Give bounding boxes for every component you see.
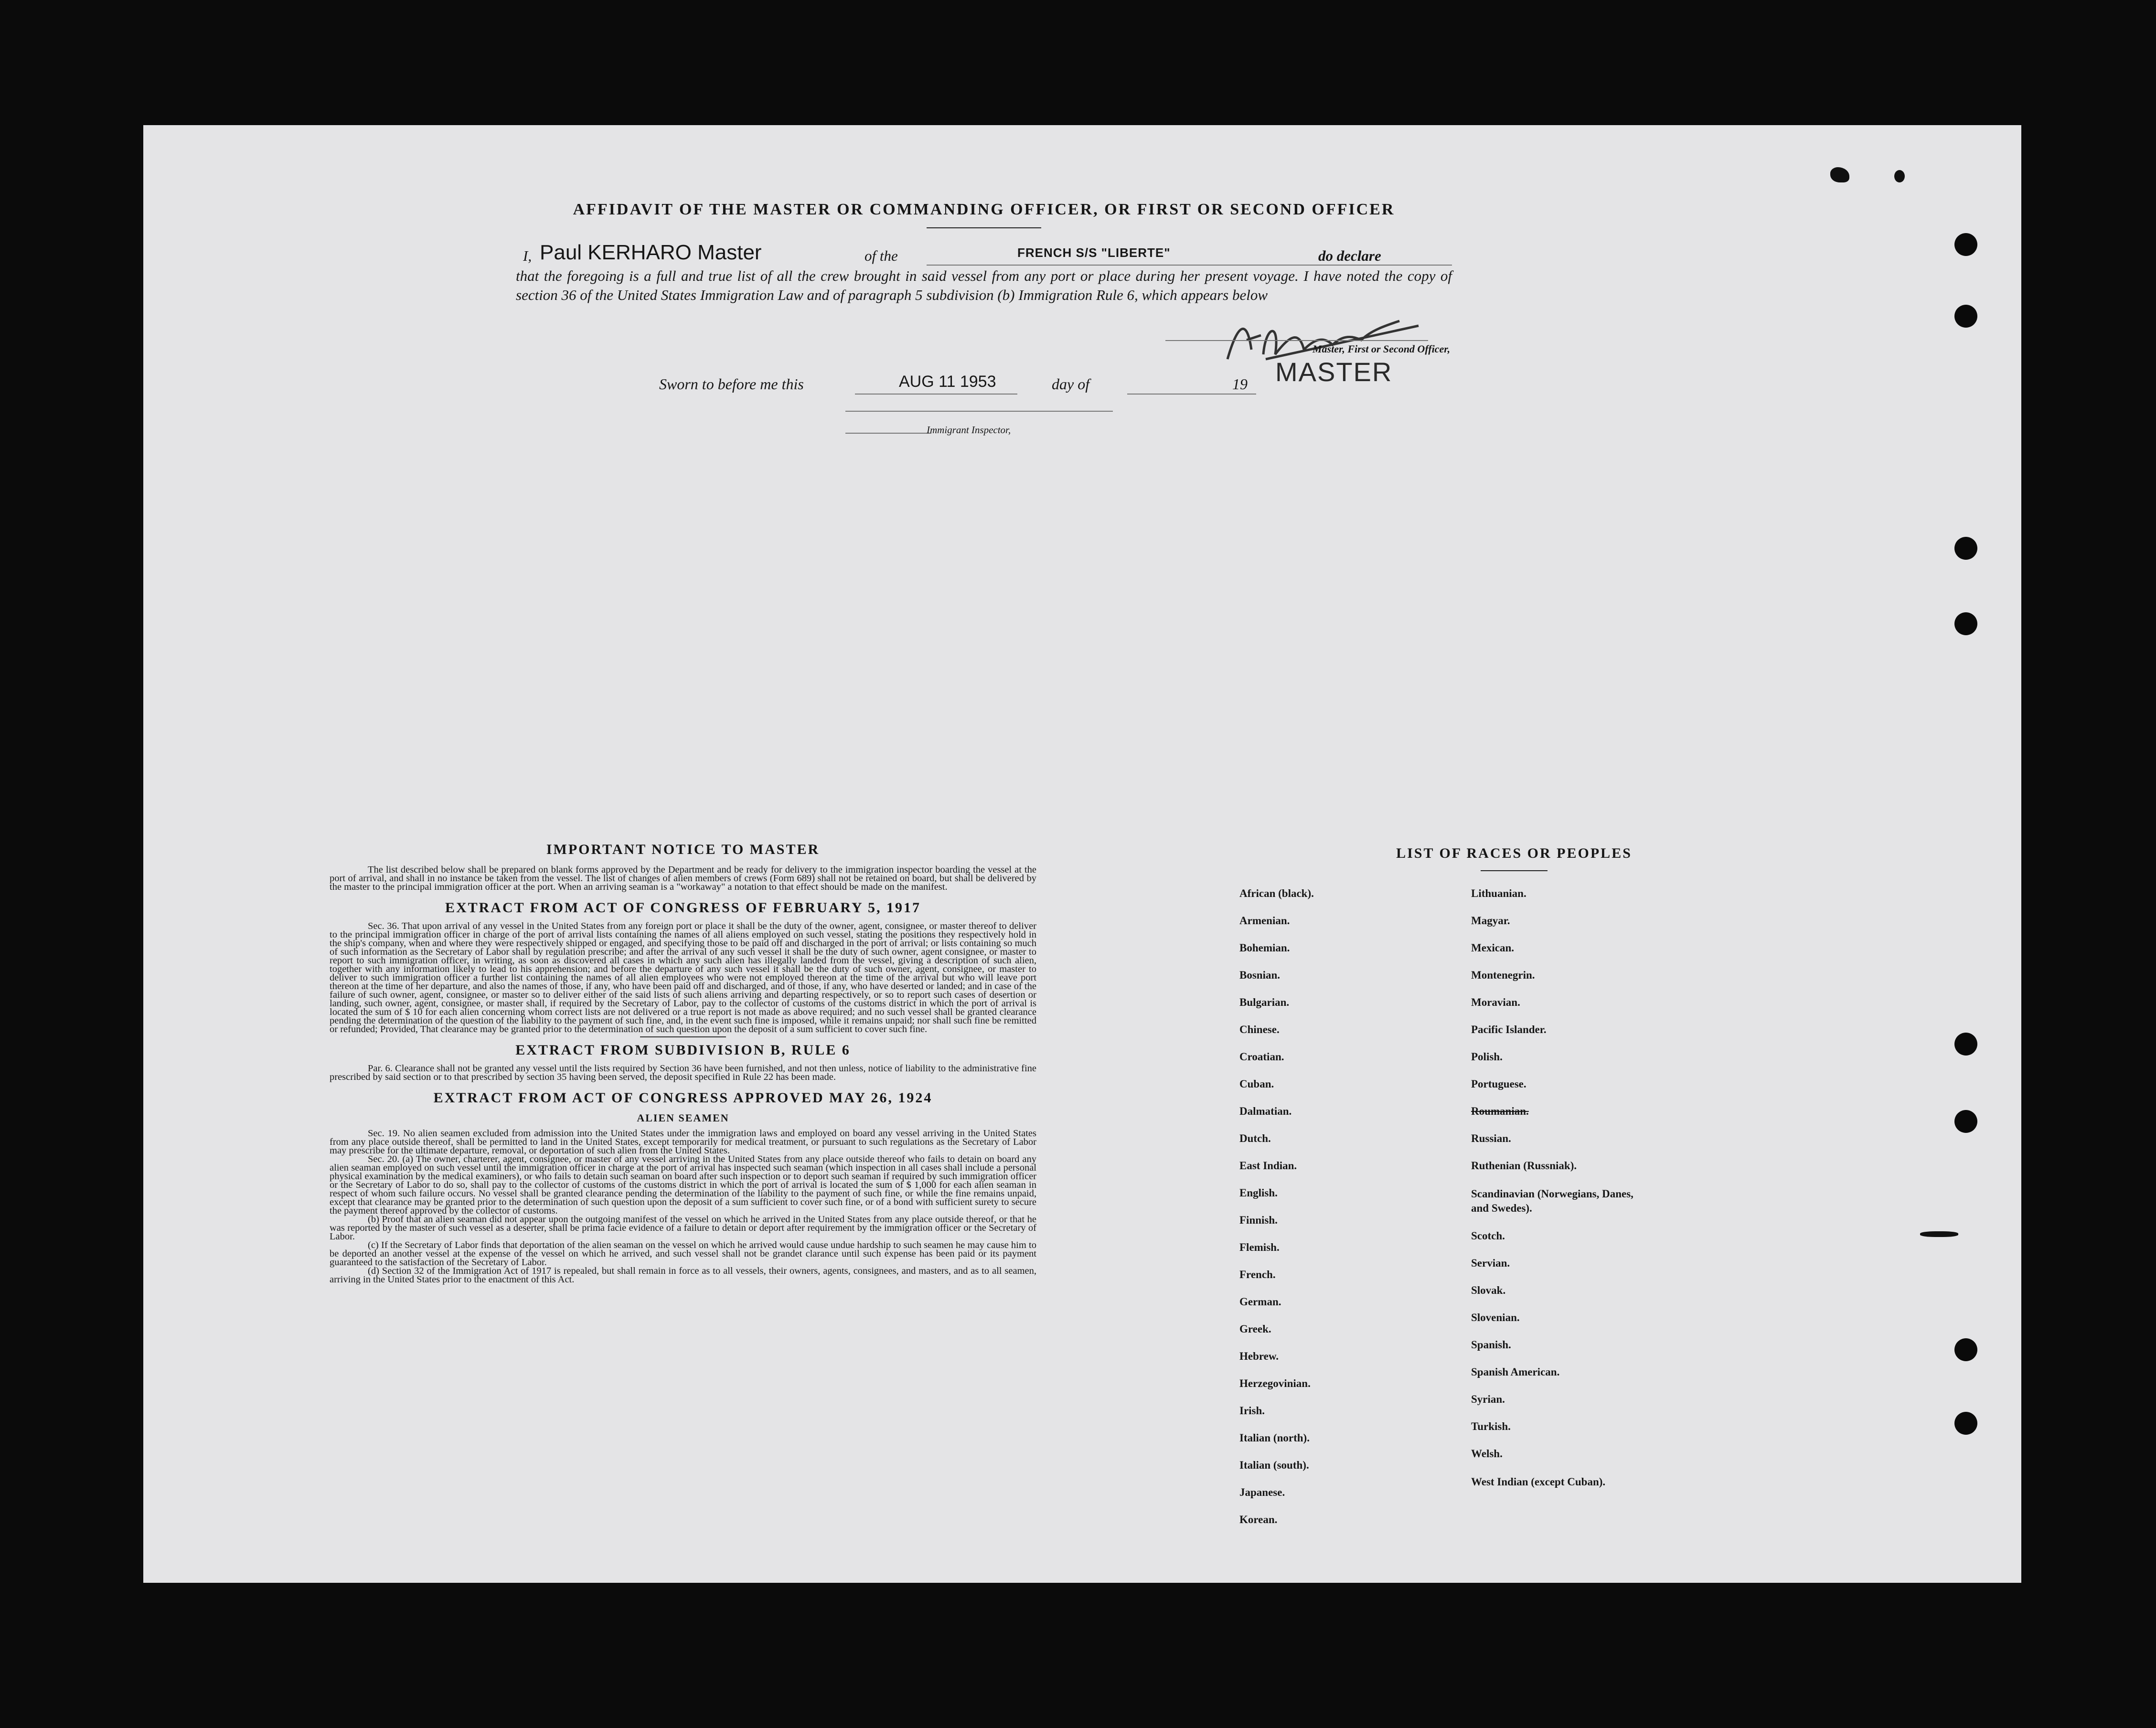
title-underline [927, 227, 1041, 228]
list-item: Flemish. [1239, 1241, 1280, 1253]
vessel-name-typed: FRENCH S/S "LIBERTE" [1017, 245, 1171, 260]
list-item: Japanese. [1239, 1486, 1285, 1498]
notice-column [330, 842, 1036, 1284]
inspector-caption: Immigrant Inspector, [927, 424, 1011, 436]
year-prefix: 19 [1232, 375, 1248, 393]
list-item: African (black). [1239, 887, 1314, 899]
list-item: Italian (south). [1239, 1459, 1309, 1471]
list-item: Hebrew. [1239, 1350, 1279, 1362]
list-item: Slovenian. [1471, 1312, 1520, 1323]
ink-mark [1894, 170, 1905, 182]
sworn-date-line [855, 394, 1017, 395]
month-line [1127, 394, 1256, 395]
list-item: Magyar. [1471, 915, 1510, 927]
list-item: Montenegrin. [1471, 969, 1535, 981]
list-item: Spanish American. [1471, 1366, 1560, 1378]
list-item: Bohemian. [1239, 942, 1290, 954]
list-item: Armenian. [1239, 915, 1290, 927]
sworn-prefix: Sworn to before me this [659, 375, 804, 393]
extract-1917-title: EXTRACT FROM ACT OF CONGRESS OF FEBRUARY 5, 1917 [445, 900, 921, 916]
races-title-underline [1481, 870, 1548, 871]
list-item: Irish. [1239, 1405, 1265, 1417]
list-item: Bulgarian. [1239, 996, 1290, 1008]
list-item: Polish. [1471, 1051, 1503, 1063]
races-list-left [1239, 887, 1314, 1541]
signature-line [1165, 340, 1428, 341]
inspector-line-lower [845, 433, 931, 434]
list-item: Bosnian. [1239, 969, 1281, 981]
sec20c-text: (c) If the Secretary of Labor finds that deportation of the alien seaman on the vessel on which he arrived would cause undue hardship to such seamen he may cause him to be deported an another vessel at the expense of the vessel on which he arrived, and such vessel shall not be grandet clarance until such expense has been paid or its payment guaranteed to the satisfaction of the Secretary of Labor. [330, 1240, 1036, 1268]
list-item: English. [1239, 1187, 1278, 1199]
list-item: French. [1239, 1269, 1276, 1280]
extract-1924-title: EXTRACT FROM ACT OF CONGRESS APPROVED MAY 26, 1924 [433, 1090, 933, 1106]
list-item: Roumanian. [1471, 1105, 1529, 1117]
list-item: Turkish. [1471, 1420, 1511, 1432]
races-list-right [1471, 887, 1633, 1502]
list-item: Finnish. [1239, 1214, 1278, 1226]
ink-mark [1830, 167, 1849, 182]
list-item: Moravian. [1471, 996, 1520, 1008]
list-item: Syrian. [1471, 1393, 1505, 1405]
punch-hole [1954, 1412, 1977, 1435]
list-item: East Indian. [1239, 1160, 1297, 1172]
notice-text: The list described below shall be prepared on blank forms approved by the Department and be ready for delivery to the immigration inspector boarding the vessel at the port of arrival, and shall in no instance be taken from the vessel. The list of changes of alien members of crews (Form 689) shall not be retained on board, but shall be delivered by the master to the principal immigration officer at the port. When an arriving seaman is a "workaway" a notation to that effect should be made on the manifest. [330, 864, 1036, 892]
list-item: Ruthenian (Russniak). [1471, 1160, 1577, 1172]
affidavit-pronoun: I, [523, 247, 532, 264]
extract-rule6-text: Par. 6. Clearance shall not be granted any vessel until the lists required by Section 36 have been furnished, and not then unless, notice of liability to the administrative fine prescribed by said section or to that prescribed by section 35 having been served, the deposit specified in Rule 22 has been made. [330, 1063, 1036, 1082]
day-of-label: day of [1052, 375, 1090, 393]
master-name-typed: Paul KERHARO Master [540, 241, 762, 264]
sec20a-text: Sec. 20. (a) The owner, charterer, agent, consignee, or master of any vessel arriving in the United States from any place outside thereof who fails to detain on board any alien seaman employed on such vessel until the immigration officer in charge at the port of arrival has inspected such seaman (which inspection in all cases shall include a personal physical examination by the medical examiners), or who fails to detain such seaman on board after such inspection or to deport such seaman if required by such immigration officer or the Secretary of Labor to do so, shall pay to the collector of customs of the customs district in which the port of arrival is located the sum of $ 1,000 for each alien seaman in respect of whom such failure occurs. No vessel shall be granted clearance pending the determination of the liability to the payment of such fine, or while the fine remains unpaid, except that clearance may be granted prior to the determination of such question upon the deposit of a sum sufficient to cover such fine, or of a bond with sufficient surety to secure the payment thereof approved by the collector of customs. [330, 1154, 1036, 1216]
ink-mark [1920, 1231, 1958, 1237]
list-item: Italian (north). [1239, 1432, 1310, 1444]
extract-1917-text: Sec. 36. That upon arrival of any vessel in the United States from any foreign port or place it shall be the duty of the owner, agent, consignee, or master thereof to deliver to the principal immigration officer in charge of the port of arrival lists containing the names of all aliens employed on such vessel, stating the positions they respectively hold in the ship's company, when and where they were respectively shipped or engaged, and specifying those to be paid off and discharged in the port of arrival; or lists containing so much of such information as the Secretary of Labor shall by regulation prescribe; and after the arrival of any such vessel it shall be the duty of such owner, agent consignee, or master to report to such immigration officer, in writing, as soon as discovered all cases in which any such alien has illegally landed from the vessel, giving a description of such alien, together with any information likely to lead to his apprehension; and before the departure of any such vessel it shall be the duty of such owner, agent, consignee, or master to deliver to such immigration officer a further list containing the names of all alien employees who were not employed thereon at the time of the arrival but who will leave port thereon at the time of her departure, and also the names of those, if any, who have been paid off and discharged, and of those, if any, who have deserted or landed; and in case of the failure of such owner, agent, consignee, or master so to deliver either of the said lists of such aliens arriving and departing respectively, or so to report such cases of desertion or landing, such owner, agent, consignee, or master shall, if required by the Secretary of Labor, pay to the collector of customs of the customs district in which the port of arrival is located the sum of $ 10 for each alien concerning whom correct lists are not delivered or a true report is not made as above required; and no such vessel shall be granted clearance pending the determination of the question of the liability to the payment of such fine, and, in the event such fine is imposed, while it remains unpaid; nor shall such fine be remitted or refunded; Provided, That clearance may be granted prior to the determination of such question upon the deposit of a sum sufficient to cover such fine. [330, 921, 1036, 1035]
do-declare-label: do declare [1318, 247, 1381, 264]
inspector-line [845, 411, 1113, 412]
punch-hole [1954, 1033, 1977, 1056]
notice-title: IMPORTANT NOTICE TO MASTER [546, 842, 820, 857]
list-item: Slovak. [1471, 1284, 1506, 1296]
list-item: Herzegovinian. [1239, 1377, 1311, 1389]
list-item: Spanish. [1471, 1339, 1511, 1351]
list-item: German. [1239, 1296, 1281, 1308]
list-item: Portuguese. [1471, 1078, 1526, 1090]
punch-hole [1954, 537, 1977, 560]
list-item: Pacific Islander. [1471, 1024, 1547, 1035]
sworn-date-typed: AUG 11 1953 [899, 373, 996, 391]
list-item: Russian. [1471, 1132, 1511, 1144]
punch-hole [1954, 1110, 1977, 1133]
master-stamp: MASTER [1275, 357, 1393, 387]
affidavit-body: that the foregoing is a full and true list of all the crew brought in said vessel from any port or place during her present voyage. I have noted the copy of section 36 of the United States Immigration Law and of paragraph 5 subdivision (b) Immigration Rule 6, which appears below [516, 267, 1452, 303]
punch-hole [1954, 305, 1977, 328]
extract-rule6-title: EXTRACT FROM SUBDIVISION B, RULE 6 [515, 1042, 851, 1058]
of-the-label: of the [865, 247, 898, 264]
list-item: Cuban. [1239, 1078, 1274, 1090]
list-item: Mexican. [1471, 942, 1515, 954]
list-item: Chinese. [1239, 1024, 1280, 1035]
punch-hole [1954, 233, 1977, 256]
extract-1924-subtitle: ALIEN SEAMEN [637, 1112, 729, 1124]
sec20d-text: (d) Section 32 of the Immigration Act of 1917 is repealed, but shall remain in force as to all vessels, their owners, agents, consignees, and masters, and as to all seamen, arriving in the United States prior to the enactment of this Act. [330, 1266, 1036, 1285]
list-item: Dutch. [1239, 1132, 1271, 1144]
list-item: Welsh. [1471, 1448, 1503, 1460]
sec19-text: Sec. 19. No alien seamen excluded from admission into the United States under the immigration laws and employed on board any vessel arriving in the United States from any place outside thereof, shall be permitted to land in the United States, except temporarily for medical treatment, or pursuant to such regulations as the Secretary of Labor may prescribe for the ultimate departure, removal, or deportation of such alien from the United States. [330, 1128, 1036, 1156]
sec20b-text: (b) Proof that an alien seaman did not appear upon the outgoing manifest of the vessel on which he arrived in the United States from any place outside thereof, or that he was reported by the master of such vessel as a deserter, shall be prima facie evidence of a failure to detain or deport after requirement by the immigration officer or the Secretary of Labor. [330, 1214, 1036, 1242]
list-item: Scotch. [1471, 1230, 1505, 1242]
list-item: Scandinavian (Norwegians, Danes, and Swedes). [1471, 1188, 1633, 1214]
affidavit-title: AFFIDAVIT OF THE MASTER OR COMMANDING OFFICER, OR FIRST OR SECOND OFFICER [573, 201, 1395, 218]
list-item: Lithuanian. [1471, 887, 1526, 899]
list-item: Greek. [1239, 1323, 1271, 1335]
document-page [143, 125, 2021, 1583]
punch-hole [1954, 1338, 1977, 1361]
races-title: LIST OF RACES OR PEOPLES [1396, 845, 1632, 861]
list-item: Korean. [1239, 1514, 1278, 1525]
list-item: Dalmatian. [1239, 1105, 1292, 1117]
list-item: Croatian. [1239, 1051, 1284, 1063]
punch-hole [1954, 612, 1977, 635]
list-item: Servian. [1471, 1257, 1510, 1269]
vessel-line [927, 265, 1452, 266]
list-item: West Indian (except Cuban). [1471, 1476, 1606, 1488]
section-divider [640, 1036, 726, 1037]
signature-caption: Master, First or Second Officer, [1313, 343, 1451, 355]
